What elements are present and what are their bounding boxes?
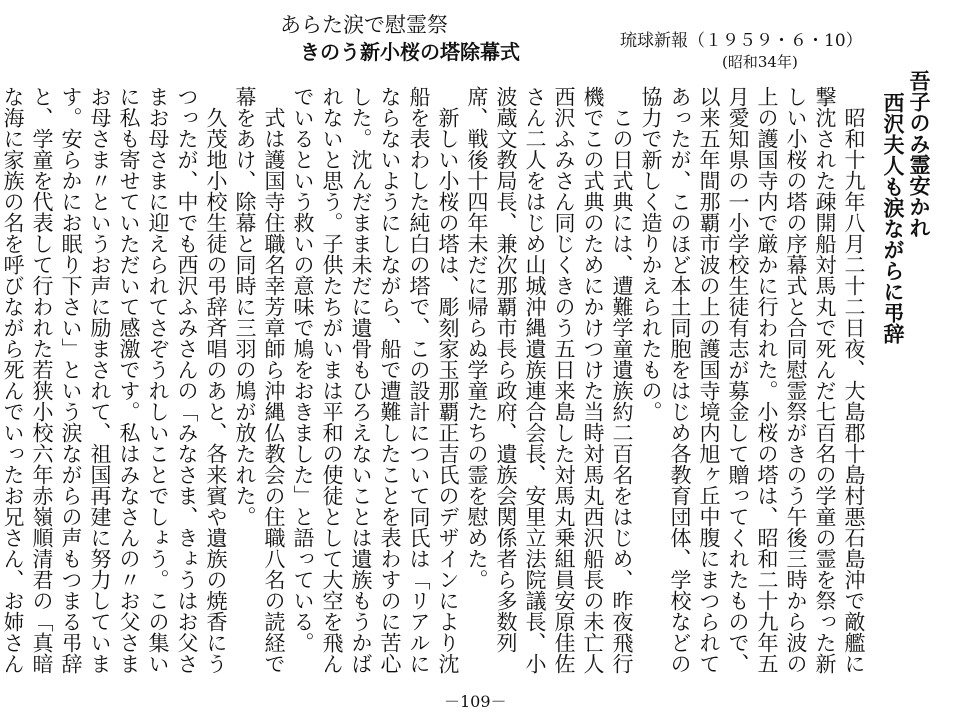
article-paragraph: 式は護国寺住職名幸芳章師ら沖縄仏教会の住職八名の読経で幕をあけ、除幕と同時に三羽の鳩が放たれた。: [233, 86, 286, 674]
article-paragraph: 新しい小桜の塔は、彫刻家玉那覇正吉氏のデザインにより沈船を表わした純白の塔で、この設計について同氏は「リアルにならないようにしながら、船で遭難したことを表わすのに苦心した。沈んだまま未だに遺骨もひろえないことは遺族もうかばれないと思う。子供たちがいまは平和の使徒として大空を飛んでいるという救いの意味で鳩をおきました」と語っている。: [291, 86, 460, 674]
newspaper-source: 琉球新報（１９５９・６・10）: [620, 31, 863, 51]
article-paragraph: 久茂地小校生徒の弔辞斉唱のあと、各来賓や遺族の焼香にうつったが、中でも西沢ふみさんの「みなさま、きょうはお父さまお母さまに迎えられてさぞうれしいことでしょう。この集いに私も寄せていただいて感激です。私はみなさんの〃お父さまお母さま〃というお声に励まされて、祖国再建に努力しています。安らかにお眠り下さい」という涙ながらの声もつまる弔辞と、学童を代表して行われた若狭小校六年赤嶺順清君の「真暗な海に家族の名を呼びながら死んでいったお兄さん、お姉さん: [1, 86, 228, 674]
era-note: (昭和34年): [722, 53, 798, 71]
page-number: －109－: [444, 692, 507, 711]
side-headline-secondary: 西沢夫人も涙ながらに弔辞: [881, 92, 906, 344]
page-title: あらた涙で慰霊祭: [280, 13, 448, 37]
page-subtitle: きのう新小桜の塔除幕式: [300, 40, 520, 64]
article-body: [1, 86, 868, 690]
side-headline-primary: 吾子のみ霊安かれ: [907, 70, 932, 238]
article-paragraph: 昭和十九年八月二十二日夜、大島郡十島村悪石島沖で敵艦に撃沈された疎開船対馬丸で死んだ七百名の学童の霊を祭った新しい小桜の塔の序幕式と合同慰霊祭がきのう午後三時から波の上の護国寺内で厳かに行われた。小桜の塔は、昭和二十九年五月愛知県の一小学校生徒有志が募金して贈ってくれたもので、以来五年間那覇市波の上の護国寺境内旭ヶ丘中腹にまつられてあったが、このほど本土同胞をはじめ各教育団体、学校などの協力で新しく造りかえられたもの。: [639, 86, 866, 674]
article-paragraph: この日式典には、遭難学童遺族約二百名をはじめ、昨夜飛行機でこの式典のためにかけつけた当時対馬丸西沢船長の未亡人西沢ふみさん同じくきのう五日来島した対馬丸乗組員安原佳佐さん二人をはじめ山城沖縄遺族連合会長、安里立法院議長、小波蔵文教局長、兼次那覇市長ら政府、遺族会関係者ら多数列席、戦後十四年未だに帰らぬ学童たちの霊を慰めた。: [465, 86, 634, 674]
